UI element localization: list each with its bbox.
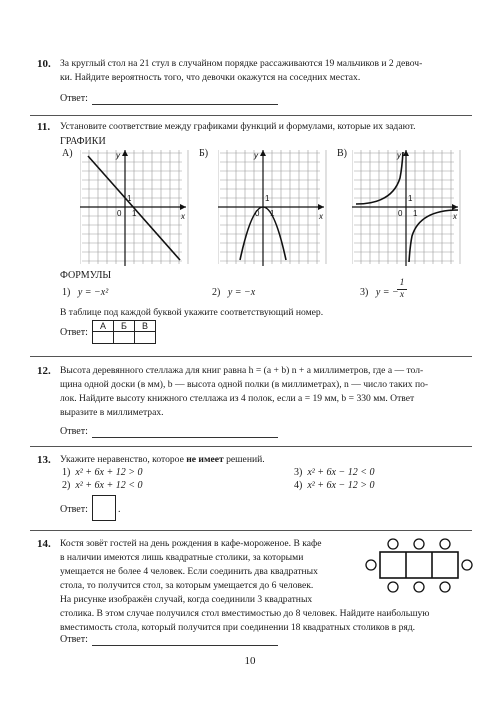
task-13-answer-suffix: .: [118, 504, 121, 515]
task-12-line-3: лок. Найдите высоту книжного стеллажа из 4 полок, если a = 19 мм, b = 330 мм. Ответ: [60, 393, 415, 404]
x-axis-label: x: [319, 212, 323, 221]
task-12-number: 12.: [37, 365, 51, 377]
task-10-answer-field[interactable]: [92, 104, 278, 105]
y-unit-label: 1: [265, 194, 270, 203]
table-header-a: А: [93, 321, 114, 332]
answer-cell-v[interactable]: [135, 332, 156, 344]
task-13-text-after: решений.: [223, 454, 265, 465]
task-12-line-1: Высота деревянного стеллажа для книг равна h = (a + b) n + a миллиметров, где a — тол-: [60, 365, 424, 376]
task-14-line-6: столика. В этом случае получился стол вместимостью до 8 человек. Найдите наибольшую: [60, 608, 430, 619]
task-13-text-bold: не имеет: [186, 454, 224, 465]
separator: [30, 446, 472, 447]
task-14-text-upper: [60, 537, 360, 607]
task-13-number: 13.: [37, 454, 51, 466]
separator: [30, 115, 472, 116]
task-12-answer-label: Ответ:: [60, 426, 88, 437]
task-10-answer-label: Ответ:: [60, 93, 88, 104]
y-unit-label: 1: [127, 194, 132, 203]
graph-v-curve-left: [356, 152, 403, 204]
task-10-line-1: За круглый стол на 21 стул в случайном порядке рассаживаются 19 мальчиков и 2 девоч-: [60, 58, 423, 69]
option-1-number: 1): [62, 467, 71, 478]
task-13-text: [60, 453, 470, 467]
x-axis-label: x: [453, 212, 457, 221]
y-axis-label: y: [116, 151, 120, 160]
option-4: [294, 480, 374, 491]
seat: [388, 539, 398, 549]
option-2-text: x² + 6x + 12 < 0: [75, 480, 143, 491]
task-14-answer-field[interactable]: [92, 645, 278, 646]
origin-label: 0: [117, 209, 122, 218]
option-1: [62, 467, 142, 478]
formula-2-number: 2): [212, 287, 221, 298]
graph-label-b: Б): [199, 148, 209, 159]
task-11-number: 11.: [37, 121, 51, 133]
seat: [440, 539, 450, 549]
table-instruction: В таблице под каждой буквой укажите соответствующий номер.: [60, 307, 324, 318]
answer-cell-a[interactable]: [93, 332, 114, 344]
table-header-b: Б: [114, 321, 135, 332]
task-10-number: 10.: [37, 58, 51, 70]
graph-label-v: В): [337, 148, 347, 159]
task-14-line-1: Костя зовёт гостей на день рождения в кафе-мороженое. В кафе: [60, 538, 322, 549]
task-14-line-4: стола, то получится стол, за которым умещается до 6 человек.: [60, 580, 314, 591]
formula-3-number: 3): [360, 287, 369, 298]
task-10-line-2: ки. Найдите вероятность того, что девочки окажутся на соседних местах.: [60, 72, 361, 83]
task-14-line-5: На рисунке изображён случай, когда соединили 3 квадратных: [60, 594, 313, 605]
x-axis-arrow: [318, 204, 324, 210]
tables-figure: [362, 536, 474, 604]
x-unit-label: 1: [270, 209, 275, 218]
formula-1-text: y = −x²: [77, 287, 109, 298]
seat: [462, 560, 472, 570]
seat: [388, 582, 398, 592]
joined-table: [380, 552, 458, 578]
separator: [30, 530, 472, 531]
task-14-answer-label: Ответ:: [60, 634, 88, 645]
graph-b: [218, 148, 328, 266]
option-1-text: x² + 6x + 12 > 0: [75, 467, 143, 478]
task-11-text: Установите соответствие между графиками функций и формулами, которые их задают.: [60, 121, 416, 132]
task-14-text-lower: [60, 607, 472, 635]
x-axis-label: x: [181, 212, 185, 221]
answer-cell-b[interactable]: [114, 332, 135, 344]
graphs-heading: ГРАФИКИ: [60, 136, 106, 147]
origin-label: 0: [398, 209, 403, 218]
task-14-line-2: в наличии имеются лишь квадратные столики, за которыми: [60, 552, 304, 563]
option-4-text: x² + 6x − 12 > 0: [307, 480, 375, 491]
y-unit-label: 1: [408, 194, 413, 203]
task-12-line-2: щина одной доски (в мм), b — высота одной полки (в миллиметрах), n — число таких по-: [60, 379, 429, 390]
separator: [30, 356, 472, 357]
formula-3-fraction: [397, 278, 407, 301]
formula-1-number: 1): [62, 287, 71, 298]
option-3-number: 3): [294, 467, 303, 478]
x-unit-label: 1: [413, 209, 418, 218]
task-10-text: [60, 57, 470, 85]
option-4-number: 4): [294, 480, 303, 491]
task-12-line-4: выразите в миллиметрах.: [60, 407, 164, 418]
seat: [414, 539, 424, 549]
x-axis-arrow: [180, 204, 186, 210]
option-3: [294, 467, 374, 478]
y-axis-label: y: [254, 151, 258, 160]
formula-3-lhs: y = −: [375, 287, 399, 298]
x-axis-arrow: [452, 204, 458, 210]
graph-a: [80, 148, 190, 266]
y-axis-label: y: [397, 151, 401, 160]
x-unit-label: 1: [132, 209, 137, 218]
task-13-answer-label: Ответ:: [60, 504, 88, 515]
task-12-answer-field[interactable]: [92, 437, 278, 438]
task-11-answer-label: Ответ:: [60, 327, 88, 338]
seat: [440, 582, 450, 592]
origin-label: 0: [255, 209, 260, 218]
option-2-number: 2): [62, 480, 71, 491]
graph-v: [352, 148, 462, 266]
task-11-answer-table: [92, 320, 156, 344]
graph-label-a: А): [62, 148, 73, 159]
formula-2: [212, 287, 255, 298]
formula-3-numerator: 1: [397, 278, 407, 290]
task-13-answer-box[interactable]: [92, 495, 116, 521]
formulas-heading: ФОРМУЛЫ: [60, 270, 112, 281]
formula-2-text: y = −x: [227, 287, 256, 298]
seat: [414, 582, 424, 592]
option-3-text: x² + 6x − 12 < 0: [307, 467, 375, 478]
task-14-line-7: вместимость стола, который получится при соединении 18 квадратных столиков в ряд.: [60, 622, 416, 633]
formula-3: [360, 287, 399, 298]
formula-3-denominator: x: [399, 290, 405, 300]
task-13-text-before: Укажите неравенство, которое: [60, 454, 187, 465]
seat: [366, 560, 376, 570]
task-12-text: [60, 364, 470, 420]
option-2: [62, 480, 142, 491]
task-14-number: 14.: [37, 538, 51, 550]
table-header-v: В: [135, 321, 156, 332]
page-number: 10: [244, 655, 256, 667]
formula-1: [62, 287, 108, 298]
task-14-line-3: умещается не более 4 человек. Если соединить два квадратных: [60, 566, 318, 577]
